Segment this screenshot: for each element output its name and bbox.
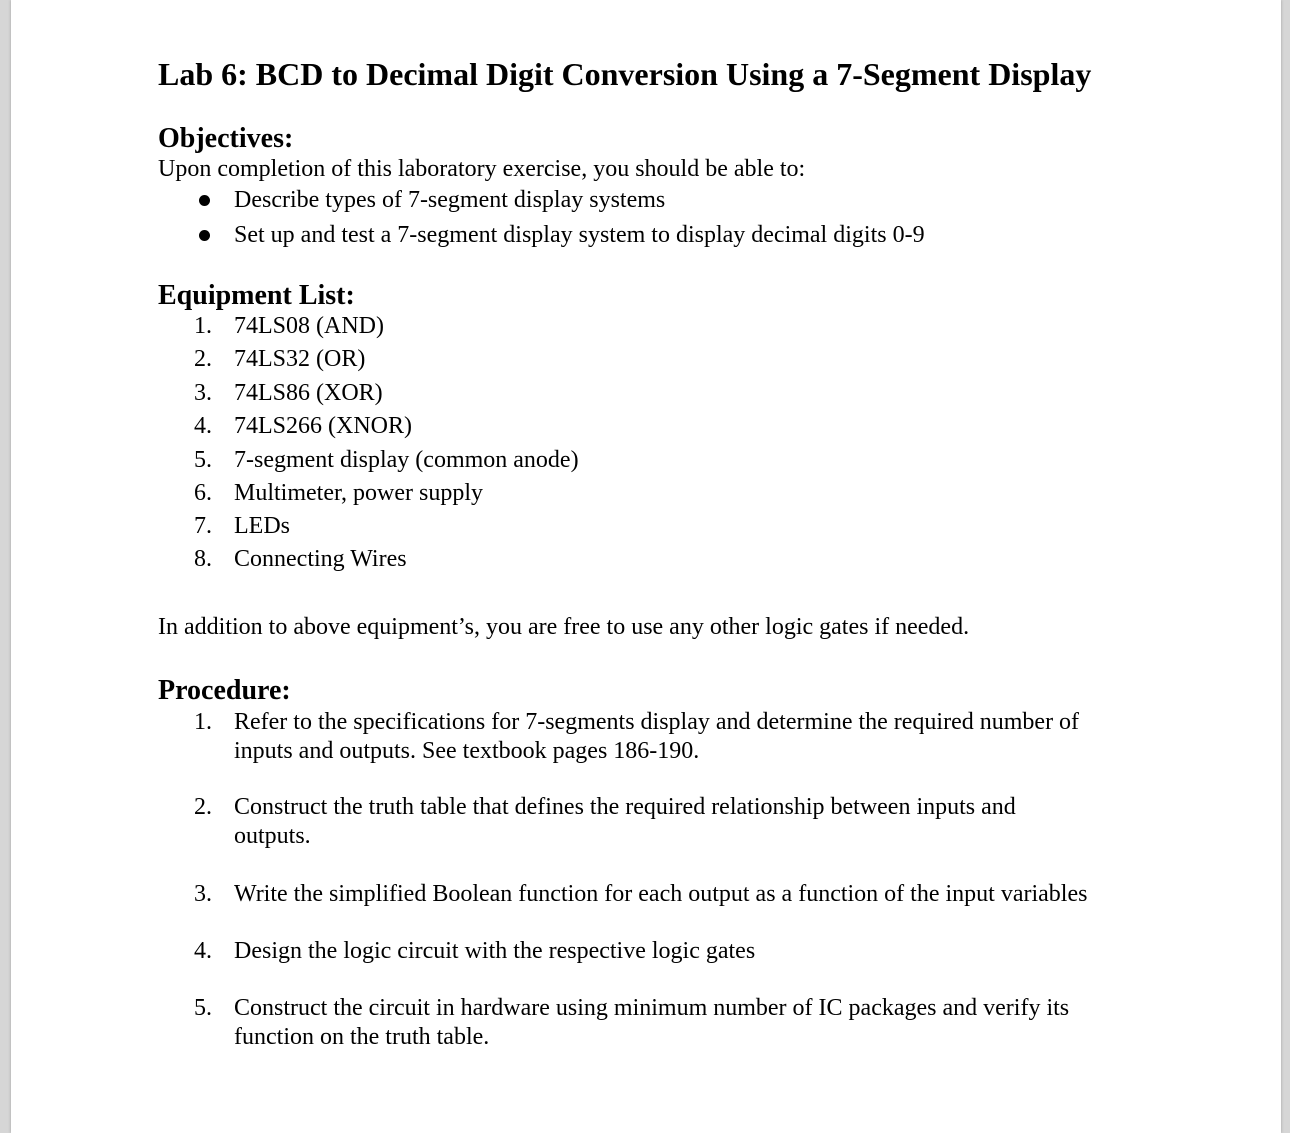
list-number: 5. xyxy=(194,447,212,473)
list-number: 3. xyxy=(194,881,212,907)
equipment-text: 74LS266 (XNOR) xyxy=(234,413,412,439)
equipment-text: 74LS86 (XOR) xyxy=(234,380,383,406)
step-line: outputs. xyxy=(234,823,311,849)
step-text xyxy=(234,708,1079,766)
equipment-text: 7-segment display (common anode) xyxy=(234,447,579,473)
list-number: 2. xyxy=(194,346,212,372)
equipment-note: In addition to above equipment’s, you are free to use any other logic gates if needed. xyxy=(158,614,970,640)
step-line: inputs and outputs. See textbook pages 186-190. xyxy=(234,738,700,764)
step-line: function on the truth table. xyxy=(234,1024,490,1050)
list-number: 6. xyxy=(194,480,212,506)
step-line: Refer to the specifications for 7-segments display and determine the required number of xyxy=(234,709,1080,735)
objectives-heading: Objectives: xyxy=(158,123,294,154)
equipment-text: Connecting Wires xyxy=(234,546,407,572)
list-number: 5. xyxy=(194,995,212,1021)
objective-text: Set up and test a 7-segment display system to display decimal digits 0-9 xyxy=(234,222,925,248)
list-number: 8. xyxy=(194,546,212,572)
objective-text: Describe types of 7-segment display systems xyxy=(234,187,666,213)
step-text xyxy=(234,880,1087,909)
procedure-heading: Procedure: xyxy=(158,675,291,706)
bullet-icon xyxy=(199,230,210,241)
bullet-icon xyxy=(199,195,210,206)
step-text xyxy=(234,937,755,966)
list-number: 4. xyxy=(194,413,212,439)
list-number: 1. xyxy=(194,313,212,339)
step-line: Design the logic circuit with the respective logic gates xyxy=(234,938,756,964)
step-text xyxy=(234,994,1069,1052)
list-number: 4. xyxy=(194,938,212,964)
objectives-intro: Upon completion of this laboratory exercise, you should be able to: xyxy=(158,156,806,182)
document-page xyxy=(11,0,1281,1133)
list-number: 3. xyxy=(194,380,212,406)
list-number: 2. xyxy=(194,794,212,820)
equipment-text: 74LS08 (AND) xyxy=(234,313,384,339)
step-line: Write the simplified Boolean function for each output as a function of the input variables xyxy=(234,881,1088,907)
step-line: Construct the circuit in hardware using minimum number of IC packages and verify its xyxy=(234,995,1070,1021)
equipment-text: LEDs xyxy=(234,513,290,539)
list-number: 7. xyxy=(194,513,212,539)
equipment-text: Multimeter, power supply xyxy=(234,480,483,506)
list-number: 1. xyxy=(194,709,212,735)
equipment-heading: Equipment List: xyxy=(158,280,355,311)
step-line: Construct the truth table that defines the required relationship between inputs and xyxy=(234,794,1016,820)
page-title: Lab 6: BCD to Decimal Digit Conversion Using a 7-Segment Display xyxy=(158,56,1092,92)
equipment-text: 74LS32 (OR) xyxy=(234,346,366,372)
step-text xyxy=(234,793,1016,851)
